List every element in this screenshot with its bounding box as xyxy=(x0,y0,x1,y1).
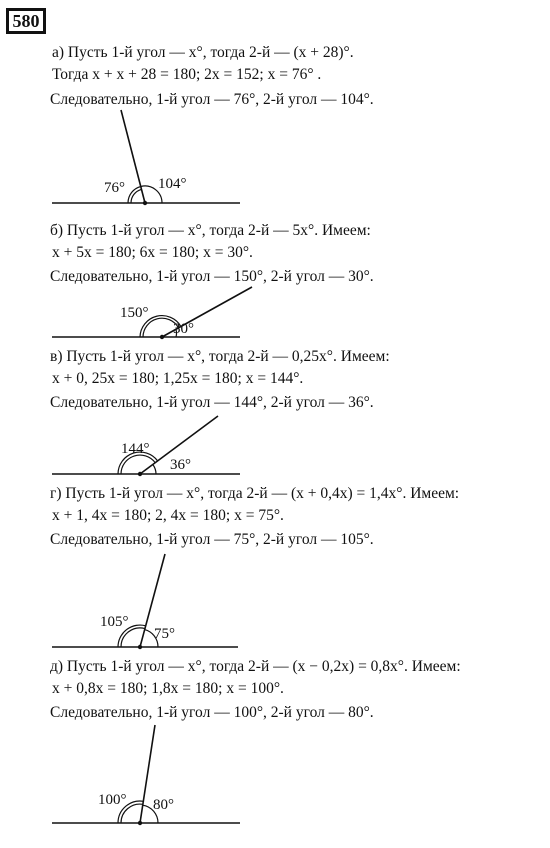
part-b-figure xyxy=(0,285,550,350)
part-a-line-3: Следовательно, 1-й угол — 76°, 2-й угол — 104°. xyxy=(50,91,374,108)
part-g-line-3: Следовательно, 1-й угол — 75°, 2-й угол — 105°. xyxy=(50,531,374,548)
part-b-line-1: б) Пусть 1-й угол — x°, тогда 2-й — 5x°. Имеем: xyxy=(50,222,371,239)
angle-diagram-v xyxy=(0,412,550,482)
angle-2-label: 80° xyxy=(153,797,174,813)
part-g-line-1: г) Пусть 1-й угол — x°, тогда 2-й — (x + 0,4x) = 1,4x°. Имеем: xyxy=(50,485,460,502)
arc-angle-1-inner xyxy=(121,455,155,474)
vertex-dot xyxy=(138,472,142,476)
vertex-dot xyxy=(138,821,142,825)
angle-diagram-b xyxy=(0,285,550,345)
angle-1-label: 150° xyxy=(120,305,149,321)
problem-number: 580 xyxy=(6,8,46,34)
vertex-dot xyxy=(138,645,142,649)
angle-1-label: 100° xyxy=(98,792,127,808)
part-g-figure xyxy=(0,550,550,665)
angle-1-label: 105° xyxy=(100,614,129,630)
part-v-figure xyxy=(0,412,550,487)
angle-1-label: 144° xyxy=(121,441,150,457)
vertex-dot xyxy=(160,335,164,339)
part-g-line-2: x + 1, 4x = 180; 2, 4x = 180; x = 75°. xyxy=(52,507,284,524)
part-a-line-1: а) Пусть 1-й угол — x°, тогда 2-й — (x + 28)°. xyxy=(52,44,354,61)
part-d-line-1: д) Пусть 1-й угол — x°, тогда 2-й — (x − 0,2x) = 0,8x°. Имеем: xyxy=(50,658,461,675)
part-d-line-2: x + 0,8x = 180; 1,8x = 180; x = 100°. xyxy=(52,680,284,697)
angle-1-label: 76° xyxy=(104,180,125,196)
angle-2-label: 104° xyxy=(158,176,187,192)
angle-diagram-d xyxy=(0,720,550,830)
part-d-figure xyxy=(0,720,550,835)
angle-2-label: 36° xyxy=(170,457,191,473)
part-a-figure xyxy=(0,100,550,220)
part-v-line-3: Следовательно, 1-й угол — 144°, 2-й угол — 36°. xyxy=(50,394,374,411)
part-v-line-2: x + 0, 25x = 180; 1,25x = 180; x = 144°. xyxy=(52,370,304,387)
part-b-line-3: Следовательно, 1-й угол — 150°, 2-й угол — 30°. xyxy=(50,268,374,285)
angle-2-label: 30° xyxy=(173,321,194,337)
part-a-line-2: Тогда x + x + 28 = 180; 2x = 152; x = 76° . xyxy=(52,66,322,83)
angle-diagram-a xyxy=(0,100,550,215)
angle-diagram-g xyxy=(0,550,550,660)
part-v-line-1: в) Пусть 1-й угол — x°, тогда 2-й — 0,25x°. Имеем: xyxy=(50,348,390,365)
vertex-dot xyxy=(143,201,147,205)
angle-2-label: 75° xyxy=(154,626,175,642)
part-b-line-2: x + 5x = 180; 6x = 180; x = 30°. xyxy=(52,244,253,261)
part-d-line-3: Следовательно, 1-й угол — 100°, 2-й угол — 80°. xyxy=(50,704,374,721)
arc-angle-2 xyxy=(153,465,156,475)
